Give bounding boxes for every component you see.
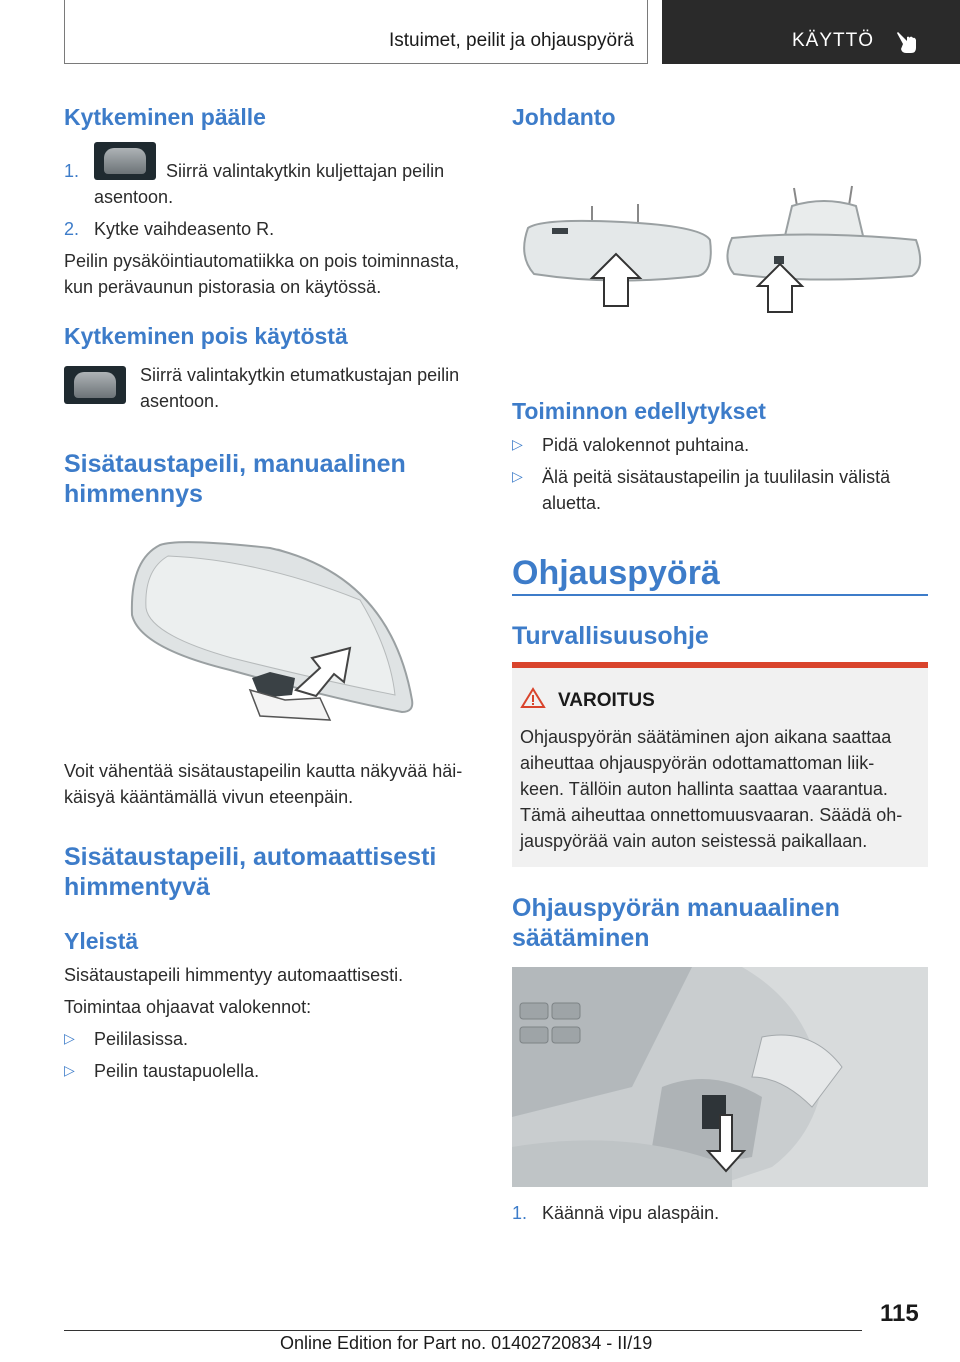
heading-safety: Turvallisuusohje (512, 622, 709, 650)
footer-edition: Online Edition for Part no. 01402720834 - II/19 (280, 1333, 653, 1353)
paragraph-line: kun perävaunun pistorasia on käytössä. (64, 277, 382, 297)
warning-triangle-icon (520, 687, 546, 709)
step2-text: Kytke vaihdeasento R. (94, 219, 275, 239)
heading-introduction: Johdanto (512, 104, 616, 130)
paragraph-line: Toimintaa ohjaavat valokennot: (64, 997, 312, 1017)
heading-manual-adjust-cont: säätäminen (512, 924, 650, 952)
step-number: 1. (64, 161, 80, 181)
chapter-title-steering-wheel: Ohjauspyörä (512, 554, 720, 592)
bullet-item: Pidä valokennot puhtaina. (542, 435, 750, 455)
heading-switch-on: Kytkeminen päälle (64, 104, 266, 130)
bullet-triangle-icon: ▷ (512, 468, 523, 484)
mirror-sensors-illustration (512, 176, 928, 326)
warning-line: jauspyörää vain auton seistessä paikallaan. (520, 831, 868, 851)
step-number: 1. (512, 1203, 528, 1223)
heading-general: Yleistä (64, 928, 139, 954)
paragraph-line: Sisätaustapeili himmentyy automaattisesti. (64, 965, 404, 985)
heading-auto-dimming: Sisätaustapeili, automaattisesti (64, 843, 437, 871)
warning-line: aiheuttaa ohjauspyörän odottamattoman liik‐ (520, 753, 875, 773)
adjust-step-text: Käännä vipu alaspäin. (542, 1203, 720, 1223)
pointing-hand-icon (894, 28, 920, 54)
header-tab-label: KÄYTTÖ (792, 30, 875, 51)
bullet-item: Peililasissa. (94, 1029, 189, 1049)
warning-title: VAROITUS (558, 690, 655, 711)
footer-rule (64, 1330, 862, 1331)
chapter-rule (512, 594, 928, 596)
rear-view-mirror-illustration (120, 530, 420, 730)
paragraph-line: Peilin pysäköintiautomatiikka on pois toiminnasta, (64, 251, 460, 271)
heading-requirements: Toiminnon edellytykset (512, 398, 766, 424)
warning-line: Ohjauspyörän säätäminen ajon aikana saattaa (520, 727, 892, 747)
switch-off-text-cont: asentoon. (140, 391, 220, 411)
heading-switch-off: Kytkeminen pois käytöstä (64, 323, 348, 349)
bullet-item-cont: aluetta. (542, 493, 602, 513)
heading-auto-dimming-cont: himmentyvä (64, 873, 210, 901)
heading-manual-dimming: Sisätaustapeili, manuaalinen (64, 450, 406, 478)
heading-manual-adjust: Ohjauspyörän manuaalinen (512, 894, 840, 922)
passenger-mirror-switch-icon (64, 366, 126, 404)
bullet-triangle-icon: ▷ (512, 436, 523, 452)
paragraph-line: käisyä kääntämällä vivun eteenpäin. (64, 787, 354, 807)
warning-line: Tämä aiheuttaa onnettomuusvaaran. Säädä oh‐ (520, 805, 903, 825)
bullet-triangle-icon: ▷ (64, 1030, 75, 1046)
steering-column-lever-illustration (512, 967, 928, 1187)
page-number: 115 (880, 1300, 919, 1327)
heading-manual-dimming-cont: himmennys (64, 480, 203, 508)
step1-text-cont: asentoon. (94, 187, 174, 207)
step-number: 2. (64, 219, 80, 239)
switch-off-text: Siirrä valintakytkin etumatkustajan peilin (140, 365, 460, 385)
bullet-item: Peilin taustapuolella. (94, 1061, 260, 1081)
driver-mirror-switch-icon (94, 142, 156, 180)
header-section-title: Istuimet, peilit ja ohjauspyörä (388, 30, 634, 51)
paragraph-line: Voit vähentää sisätaustapeilin kautta näkyvää häi‐ (64, 761, 463, 781)
bullet-item: Älä peitä sisätaustapeilin ja tuulilasin välistä (542, 467, 891, 487)
bullet-triangle-icon: ▷ (64, 1062, 75, 1078)
warning-line: keen. Tällöin auton hallinta saattaa vaarantua. (520, 779, 888, 799)
step1-text: Siirrä valintakytkin kuljettajan peilin (166, 161, 445, 181)
